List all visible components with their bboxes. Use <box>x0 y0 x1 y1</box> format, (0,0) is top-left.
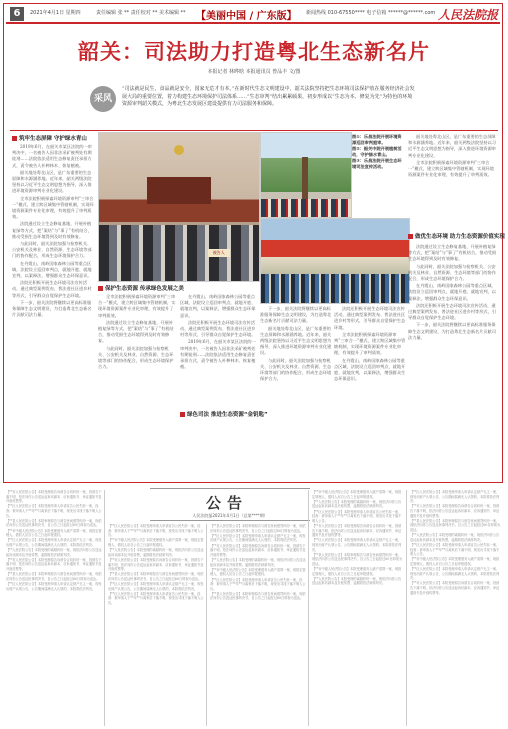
lead-paragraph: “司法就是民生，食品就是安全，国家无危才有本。”在新时代生态文明建设中，韶关法院坚持把生态环境司法保护放在服务经济社会发展大局的重要位置，着力构建生态环境保护司法体系……“生态审判”结出累累硕果，初步形成以“生态为本、修复为先”为特色的环境资源审判韶关模式，为粤北生态发展区建设提供有力司法服务和保障。 <box>122 86 415 107</box>
masthead-logo: 人民法院报 <box>437 8 498 22</box>
header-rule <box>6 22 500 24</box>
subhead-4: 绿色司法 推进生态资源“金钥匙” <box>180 410 268 418</box>
subhead-marker <box>408 234 413 239</box>
column-2: 全市法院积极探索环境资源审判“三审合一”模式，建立跨区域集中管辖机制，实现环境资源案件专业化审理，有效提升了审判质效。 法院通过设立生态修复基地、开展补植复绿等方式，把“案结”与“事了”有机结合，推动受损生态环境得到及时有效修复。 与此同时，韶关法院加强与检察机关、公安机关及林业、自然资源、生态环境等部门的协作配合，形成生态环境保护合力。 <box>98 294 176 370</box>
column-right-top: 韶关地处粤北山区，是广东重要的生态屏障和水源涵养地。近年来，韶关两级法院坚持以习近平生态文明思想为指导，深入推进环境资源审判专业化建设。 全市法院积极探索环境资源审判“三审合一”模式，建立跨区域集中管辖机制，实现环境资源案件专业化审理，有效提升了审判质效。 <box>408 134 496 178</box>
column-separator <box>206 524 207 726</box>
notice-title: 公告 <box>205 494 248 512</box>
notice-subtitle: 人民法院报2021年4月1日（总第****期） <box>192 513 268 518</box>
court-hearing-photo <box>98 132 260 282</box>
subhead-marker <box>98 286 103 291</box>
subhead-marker <box>12 136 17 141</box>
column-stamp: 采风 <box>90 86 116 112</box>
tree-trunk <box>302 157 308 199</box>
subhead-marker <box>180 412 185 417</box>
page-number: 6 <box>10 7 24 21</box>
volunteers <box>261 199 351 217</box>
notice-column-1: 【**市人民法院公告】本院受理原告诉被告合同纠纷一案，因被告下落不明，依法向你公告送达起诉状副本、应诉通知书、举证通知书及开庭传票等。 【**区人民法院公告】本院受理申请人申请宣告公民失踪一案，经查：被申请人于**年**月离家后下落不明，现发出寻找下落不明人公告。 【**县人民法院公告】本院审理原告与被告民间借贷纠纷一案，现依法向你公告送达民事判决书，自公告之日起经过60日即视为送达。 【**市中级人民法院公告】本院受理债务人破产清算一案，现指定管理人，债权人应自公告之日起申报债权。 【**区人民法院公告】本院受理申请人申请认定财产无主一案，现发出财产认领公告，公告期间届满无人认领的，本院将依法判决。 【**人民法院公告】本院受理的离婚纠纷一案，现依法向你公告送达起诉状副本及开庭传票，逾期将依法缺席判决。 【**市人民法院公告】本院受理原告诉被告合同纠纷一案，因被告下落不明，依法向你公告送达起诉状副本、应诉通知书、举证通知书及开庭传票等。 【**县人民法院公告】本院审理原告与被告民间借贷纠纷一案，现依法向你公告送达民事判决书，自公告之日起经过60日即视为送达。 【**区人民法院公告】本院受理申请人申请认定财产无主一案，现发出财产认领公告，公告期间届满无人认领的，本院将依法判决。 <box>6 490 102 591</box>
column-right: 法院通过设立生态修复基地、开展补植复绿等方式，把“案结”与“事了”有机结合，推动受损生态环境得到及时有效修复。 与此同时，韶关法院加强与检察机关、公安机关及林业、自然资源、生态环境等部门的协作配合，形成生态环境保护合力。 在丹霞山、南岭国家森林公园等重点区域，法院设立巡回审判点，就地开庭、就地宣判，以案释法，增强群众生态环保意识。 法院还积极开展生态环境司法宣传活动，通过典型案例发布、普法进社区进乡村等形式，引导群众自觉保护生态环境。 下一步，韶关法院将继续以更高标准服务保障生态文明建设，为打造粤北生态新名片贡献司法力量。 <box>408 244 497 340</box>
column-5: 法院还积极开展生态环境司法宣传活动，通过典型案例发布、普法进社区进乡村等形式，引导群众自觉保护生态环境。 全市法院积极探索环境资源审判“三审合一”模式，建立跨区域集中管辖机制，实现环境资源案件专业化审理，有效提升了审判质效。 在丹霞山、南岭国家森林公园等重点区域，法院设立巡回审判点，就地开庭、就地宣判，以案释法，增强群众生态环保意识。 <box>334 306 406 382</box>
photo-captions: 图①：乐昌法院开展环境资源巡回审判庭审。 图②：韶关中院开展植树活动，守护绿水青山。 图③：乐昌法院开展生态环境司法宣传活动。 <box>352 134 402 169</box>
defendant-sign: 被告人 <box>208 249 230 257</box>
column-separator <box>104 490 105 726</box>
tree-planting-photo <box>260 132 352 218</box>
notice-column-3: 【**县人民法院公告】本院审理原告与被告民间借贷纠纷一案，现依法向你公告送达民事判决书，自公告之日起经过60日即视为送达。 【**区人民法院公告】本院受理申请人申请认定财产无主一案，现发出财产认领公告，公告期间届满无人认领的，本院将依法判决。 【**市人民法院公告】本院受理原告诉被告合同纠纷一案，因被告下落不明，依法向你公告送达起诉状副本、应诉通知书、举证通知书及开庭传票等。 【**人民法院公告】本院受理的离婚纠纷一案，现依法向你公告送达起诉状副本及开庭传票，逾期将依法缺席判决。 【**市中级人民法院公告】本院受理债务人破产清算一案，现指定管理人，债权人应自公告之日起申报债权。 【**区人民法院公告】本院受理申请人申请宣告公民失踪一案，经查：被申请人于**年**月离家后下落不明，现发出寻找下落不明人公告。 【**县人民法院公告】本院审理原告与被告民间借贷纠纷一案，现依法向你公告送达民事判决书，自公告之日起经过60日即视为送达。 <box>210 524 306 601</box>
court-emblem-icon <box>174 145 184 155</box>
notice-column-4: 【**市中级人民法院公告】本院受理债务人破产清算一案，现指定管理人，债权人应自公告之日起申报债权。 【**人民法院公告】本院受理的离婚纠纷一案，现依法向你公告送达起诉状副本及开庭传票，逾期将依法缺席判决。 【**区人民法院公告】本院受理申请人申请宣告公民失踪一案，经查：被申请人于**年**月离家后下落不明，现发出寻找下落不明人公告。 【**市人民法院公告】本院受理原告诉被告合同纠纷一案，因被告下落不明，依法向你公告送达起诉状副本、应诉通知书、举证通知书及开庭传票等。 【**区人民法院公告】本院受理申请人申请认定财产无主一案，现发出财产认领公告，公告期间届满无人认领的，本院将依法判决。 【**县人民法院公告】本院审理原告与被告民间借贷纠纷一案，现依法向你公告送达民事判决书，自公告之日起经过60日即视为送达。 【**市中级人民法院公告】本院受理债务人破产清算一案，现指定管理人，债权人应自公告之日起申报债权。 【**人民法院公告】本院受理的离婚纠纷一案，现依法向你公告送达起诉状副本及开庭传票，逾期将依法缺席判决。 <box>312 490 403 586</box>
notice-column-2: 【**区人民法院公告】本院受理申请人申请宣告公民失踪一案，经查：被申请人于**年**月离家后下落不明，现发出寻找下落不明人公告。 【**市中级人民法院公告】本院受理债务人破产清算一案，现指定管理人，债权人应自公告之日起申报债权。 【**人民法院公告】本院受理的离婚纠纷一案，现依法向你公告送达起诉状副本及开庭传票，逾期将依法缺席判决。 【**市人民法院公告】本院受理原告诉被告合同纠纷一案，因被告下落不明，依法向你公告送达起诉状副本、应诉通知书、举证通知书及开庭传票等。 【**县人民法院公告】本院审理原告与被告民间借贷纠纷一案，现依法向你公告送达民事判决书，自公告之日起经过60日即视为送达。 【**区人民法院公告】本院受理申请人申请认定财产无主一案，现发出财产认领公告，公告期间届满无人认领的，本院将依法判决。 【**区人民法院公告】本院受理申请人申请宣告公民失踪一案，经查：被申请人于**年**月离家后下落不明，现发出寻找下落不明人公告。 <box>108 524 204 606</box>
subhead-2: 保护生态资源 传承绿色发展之美 <box>98 284 184 292</box>
editor-info: 责任编辑 张 ** 责任校对 ** 美术编辑 ** <box>96 10 186 16</box>
headline: 韶关：司法助力打造粤北生态新名片 <box>78 40 430 64</box>
column-separator <box>308 490 309 726</box>
notice-column-5: 【**区人民法院公告】本院受理申请人申请认定财产无主一案，现发出财产认领公告，公告期间届满无人认领的，本院将依法判决。 【**市人民法院公告】本院受理原告诉被告合同纠纷一案，因被告下落不明，依法向你公告送达起诉状副本、应诉通知书、举证通知书及开庭传票等。 【**县人民法院公告】本院审理原告与被告民间借贷纠纷一案，现依法向你公告送达民事判决书，自公告之日起经过60日即视为送达。 【**人民法院公告】本院受理的离婚纠纷一案，现依法向你公告送达起诉状副本及开庭传票，逾期将依法缺席判决。 【**区人民法院公告】本院受理申请人申请宣告公民失踪一案，经查：被申请人于**年**月离家后下落不明，现发出寻找下落不明人公告。 【**市中级人民法院公告】本院受理债务人破产清算一案，现指定管理人，债权人应自公告之日起申报债权。 【**区人民法院公告】本院受理申请人申请认定财产无主一案，现发出财产认领公告，公告期间届满无人认领的，本院将依法判决。 【**市人民法院公告】本院受理原告诉被告合同纠纷一案，因被告下落不明，依法向你公告送达起诉状副本、应诉通知书、举证通知书及开庭传票等。 <box>410 490 501 595</box>
hotline-info: 新闻热线 010-67550**** 电子信箱 ******@******.com <box>306 10 436 16</box>
section-label: 【美丽中国 / 广东版】 <box>196 11 297 22</box>
judges-bench <box>147 177 211 204</box>
column-1: 2019年6月，在韶关市某区法院的一审判决中，一名被告人因非法采矿被判处有期徒刑……法院依法适用生态修复责任承担方式，责令被告人补种林木、恢复植被。 韶关地处粤北山区，是广东重要的生态屏障和水源涵养地。近年来，韶关两级法院坚持以习近平生态文明思想为指导，深入推进环境资源审判专业化建设。 全市法院积极探索环境资源审判“三审合一”模式，建立跨区域集中管辖机制，实现环境资源案件专业化审理，有效提升了审判质效。 法院通过设立生态修复基地、开展补植复绿等方式，把“案结”与“事了”有机结合，推动受损生态环境得到及时有效修复。 与此同时，韶关法院加强与检察机关、公安机关及林业、自然资源、生态环境等部门的协作配合，形成生态环境保护合力。 在丹霞山、南岭国家森林公园等重点区域，法院设立巡回审判点，就地开庭、就地宣判，以案释法，增强群众生态环保意识。 法院还积极开展生态环境司法宣传活动，通过典型案例发布、普法进社区进乡村等形式，引导群众自觉保护生态环境。 下一步，韶关法院将继续以更高标准服务保障生态文明建设，为打造粤北生态新名片贡献司法力量。 <box>12 144 94 318</box>
column-4: 下一步，韶关法院将继续以更高标准服务保障生态文明建设，为打造粤北生态新名片贡献司法力量。 韶关地处粤北山区，是广东重要的生态屏障和水源涵养地。近年来，韶关两级法院坚持以习近平生态文明思想为指导，深入推进环境资源审判专业化建设。 与此同时，韶关法院加强与检察机关、公安机关及林业、自然资源、生态环境等部门的协作配合，形成生态环境保护合力。 <box>260 306 332 382</box>
page-header <box>6 6 502 22</box>
subhead-3: 做优生态环境 助力生态资源价值实现 <box>408 232 505 240</box>
audience-crowd <box>99 225 259 281</box>
legal-outreach-photo <box>260 218 410 304</box>
notice-rule-bottom <box>150 520 310 521</box>
byline: 本报记者 林晔晗 本报通讯员 曾品丰 文/图 <box>207 69 301 75</box>
column-3: 在丹霞山、南岭国家森林公园等重点区域，法院设立巡回审判点，就地开庭、就地宣判，以案释法，增强群众生态环保意识。 法院还积极开展生态环境司法宣传活动，通过典型案例发布、普法进社区进乡村等形式，引导群众自觉保护生态环境。 2019年6月，在韶关市某区法院的一审判决中，一名被告人因非法采矿被判处有期徒刑……法院依法适用生态修复责任承担方式，责令被告人补种林木、恢复植被。 <box>180 294 256 370</box>
date-info: 2021年4月1日 星期四 <box>30 10 81 16</box>
column-separator <box>406 490 407 726</box>
lead-divider <box>10 130 498 131</box>
outreach-crowd <box>261 274 409 303</box>
notice-rule-top <box>150 488 310 489</box>
subhead-1: 筑牢生态屏障 守护绿水青山 <box>12 134 87 142</box>
